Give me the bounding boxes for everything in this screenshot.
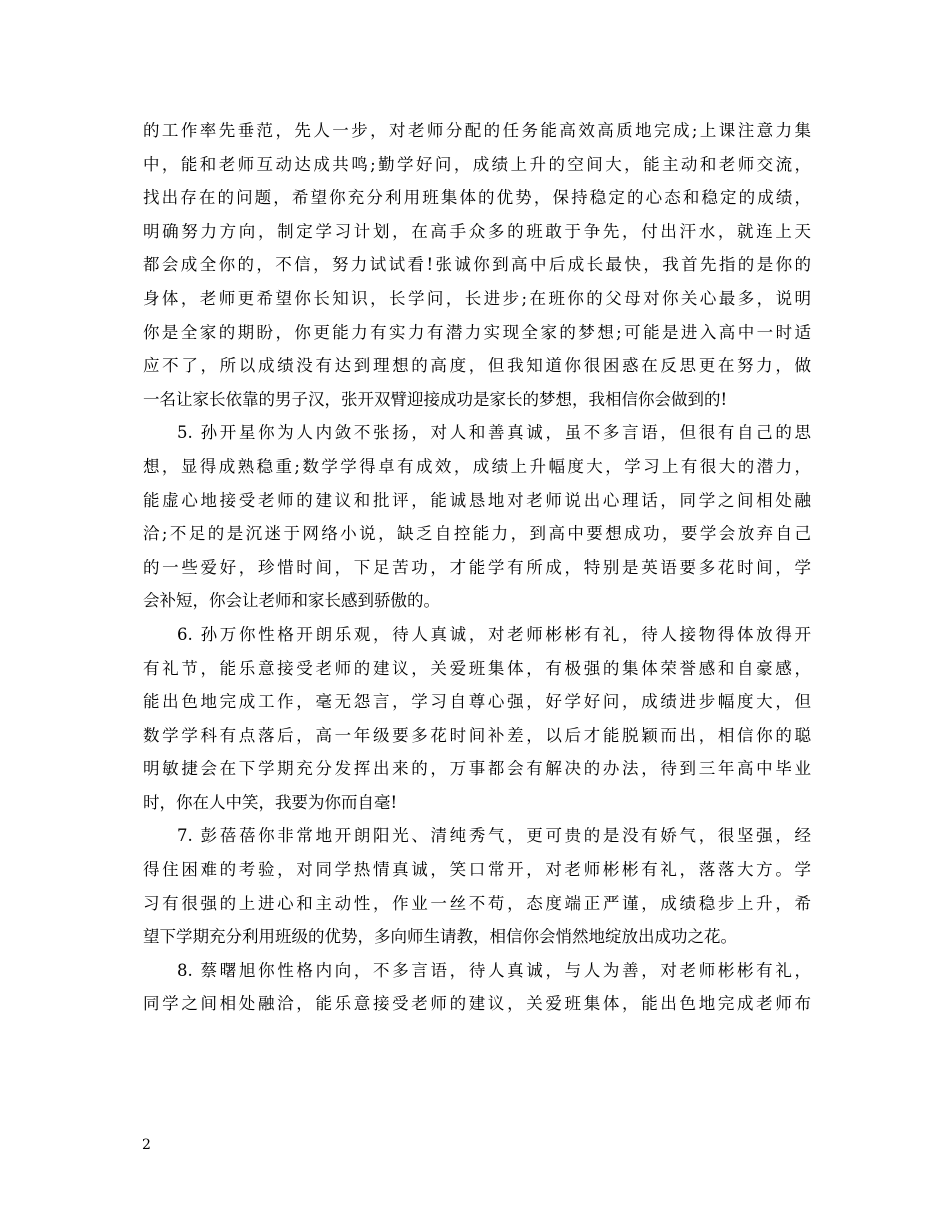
text-line: 明确努力方向，制定学习计划，在高手众多的班敢于争先，付出汗水，就连上天	[143, 221, 811, 241]
paragraph-start-line: 8. 蔡曙旭你性格内向，不多言语，待人真诚，与人为善，对老师彬彬有礼，	[177, 960, 811, 980]
text-line: 想，显得成熟稳重;数学学得卓有成效，成绩上升幅度大，学习上有很大的潜力，	[143, 456, 811, 476]
text-line: 望下学期充分利用班级的优势，多向师生请教，相信你会悄然地绽放出成功之花。	[143, 927, 737, 947]
paragraph-start-line: 5. 孙开星你为人内敛不张扬，对人和善真诚，虽不多言语，但很有自己的思	[177, 423, 811, 443]
body-text	[143, 114, 811, 1021]
paragraph-start-line: 6. 孙万你性格开朗乐观，待人真诚，对老师彬彬有礼，待人接物得体放得开	[177, 624, 811, 644]
text-line: 应不了，所以成绩没有达到理想的高度，但我知道你很困惑在反思更在努力，做	[143, 356, 811, 376]
text-line: 的工作率先垂范，先人一步，对老师分配的任务能高效高质地完成;上课注意力集	[143, 121, 811, 140]
text-line: 有礼节，能乐意接受老师的建议，关爱班集体，有极强的集体荣誉感和自豪感，	[143, 658, 811, 678]
page-number: 2	[142, 1137, 151, 1153]
text-line: 的一些爱好，珍惜时间，下足苦功，才能学有所成，特别是英语要多花时间，学	[143, 557, 811, 577]
text-line: 一名让家长依靠的男子汉，张开双臂迎接成功是家长的梦想，我相信你会做到的!	[143, 389, 728, 409]
text-line: 时，你在人中笑，我要为你而自毫!	[143, 792, 398, 812]
text-line: 找出存在的问题，希望你充分利用班集体的优势，保持稳定的心态和稳定的成绩，	[143, 188, 811, 208]
text-line: 得住困难的考验，对同学热情真诚，笑口常开，对老师彬彬有礼，落落大方。学	[143, 860, 811, 880]
text-line: 能出色地完成工作，毫无怨言，学习自尊心强，好学好问，成绩进步幅度大，但	[143, 692, 811, 712]
text-line: 你是全家的期盼，你更能力有实力有潜力实现全家的梦想;可能是进入高中一时适	[143, 322, 811, 342]
text-line: 会补短，你会让老师和家长感到骄傲的。	[143, 591, 440, 611]
paragraph-start-line: 7. 彭蓓蓓你非常地开朗阳光、清纯秀气，更可贵的是没有娇气，很坚强，经	[177, 826, 811, 846]
text-line: 同学之间相处融洽，能乐意接受老师的建议，关爱班集体，能出色地完成老师布	[143, 994, 811, 1014]
text-line: 中，能和老师互动达成共鸣;勤学好问，成绩上升的空间大，能主动和老师交流，	[143, 154, 811, 174]
text-line: 洽;不足的是沉迷于网络小说，缺乏自控能力，到高中要想成功，要学会放弃自己	[143, 524, 811, 544]
text-line: 数学学科有点落后，高一年级要多花时间补差，以后才能脱颖而出，相信你的聪	[143, 725, 811, 745]
text-line: 都会成全你的，不信，努力试试看!张诚你到高中后成长最快，我首先指的是你的	[143, 255, 811, 275]
text-line: 习有很强的上进心和主动性，作业一丝不苟，态度端正严谨，成绩稳步上升，希	[143, 893, 811, 913]
text-line: 明敏捷会在下学期充分发挥出来的，万事都会有解决的办法，待到三年高中毕业	[143, 759, 811, 779]
text-line: 能虚心地接受老师的建议和批评，能诚恳地对老师说出心理话，同学之间相处融	[143, 490, 811, 510]
text-line: 身体，老师更希望你长知识，长学问，长进步;在班你的父母对你关心最多，说明	[143, 288, 811, 308]
